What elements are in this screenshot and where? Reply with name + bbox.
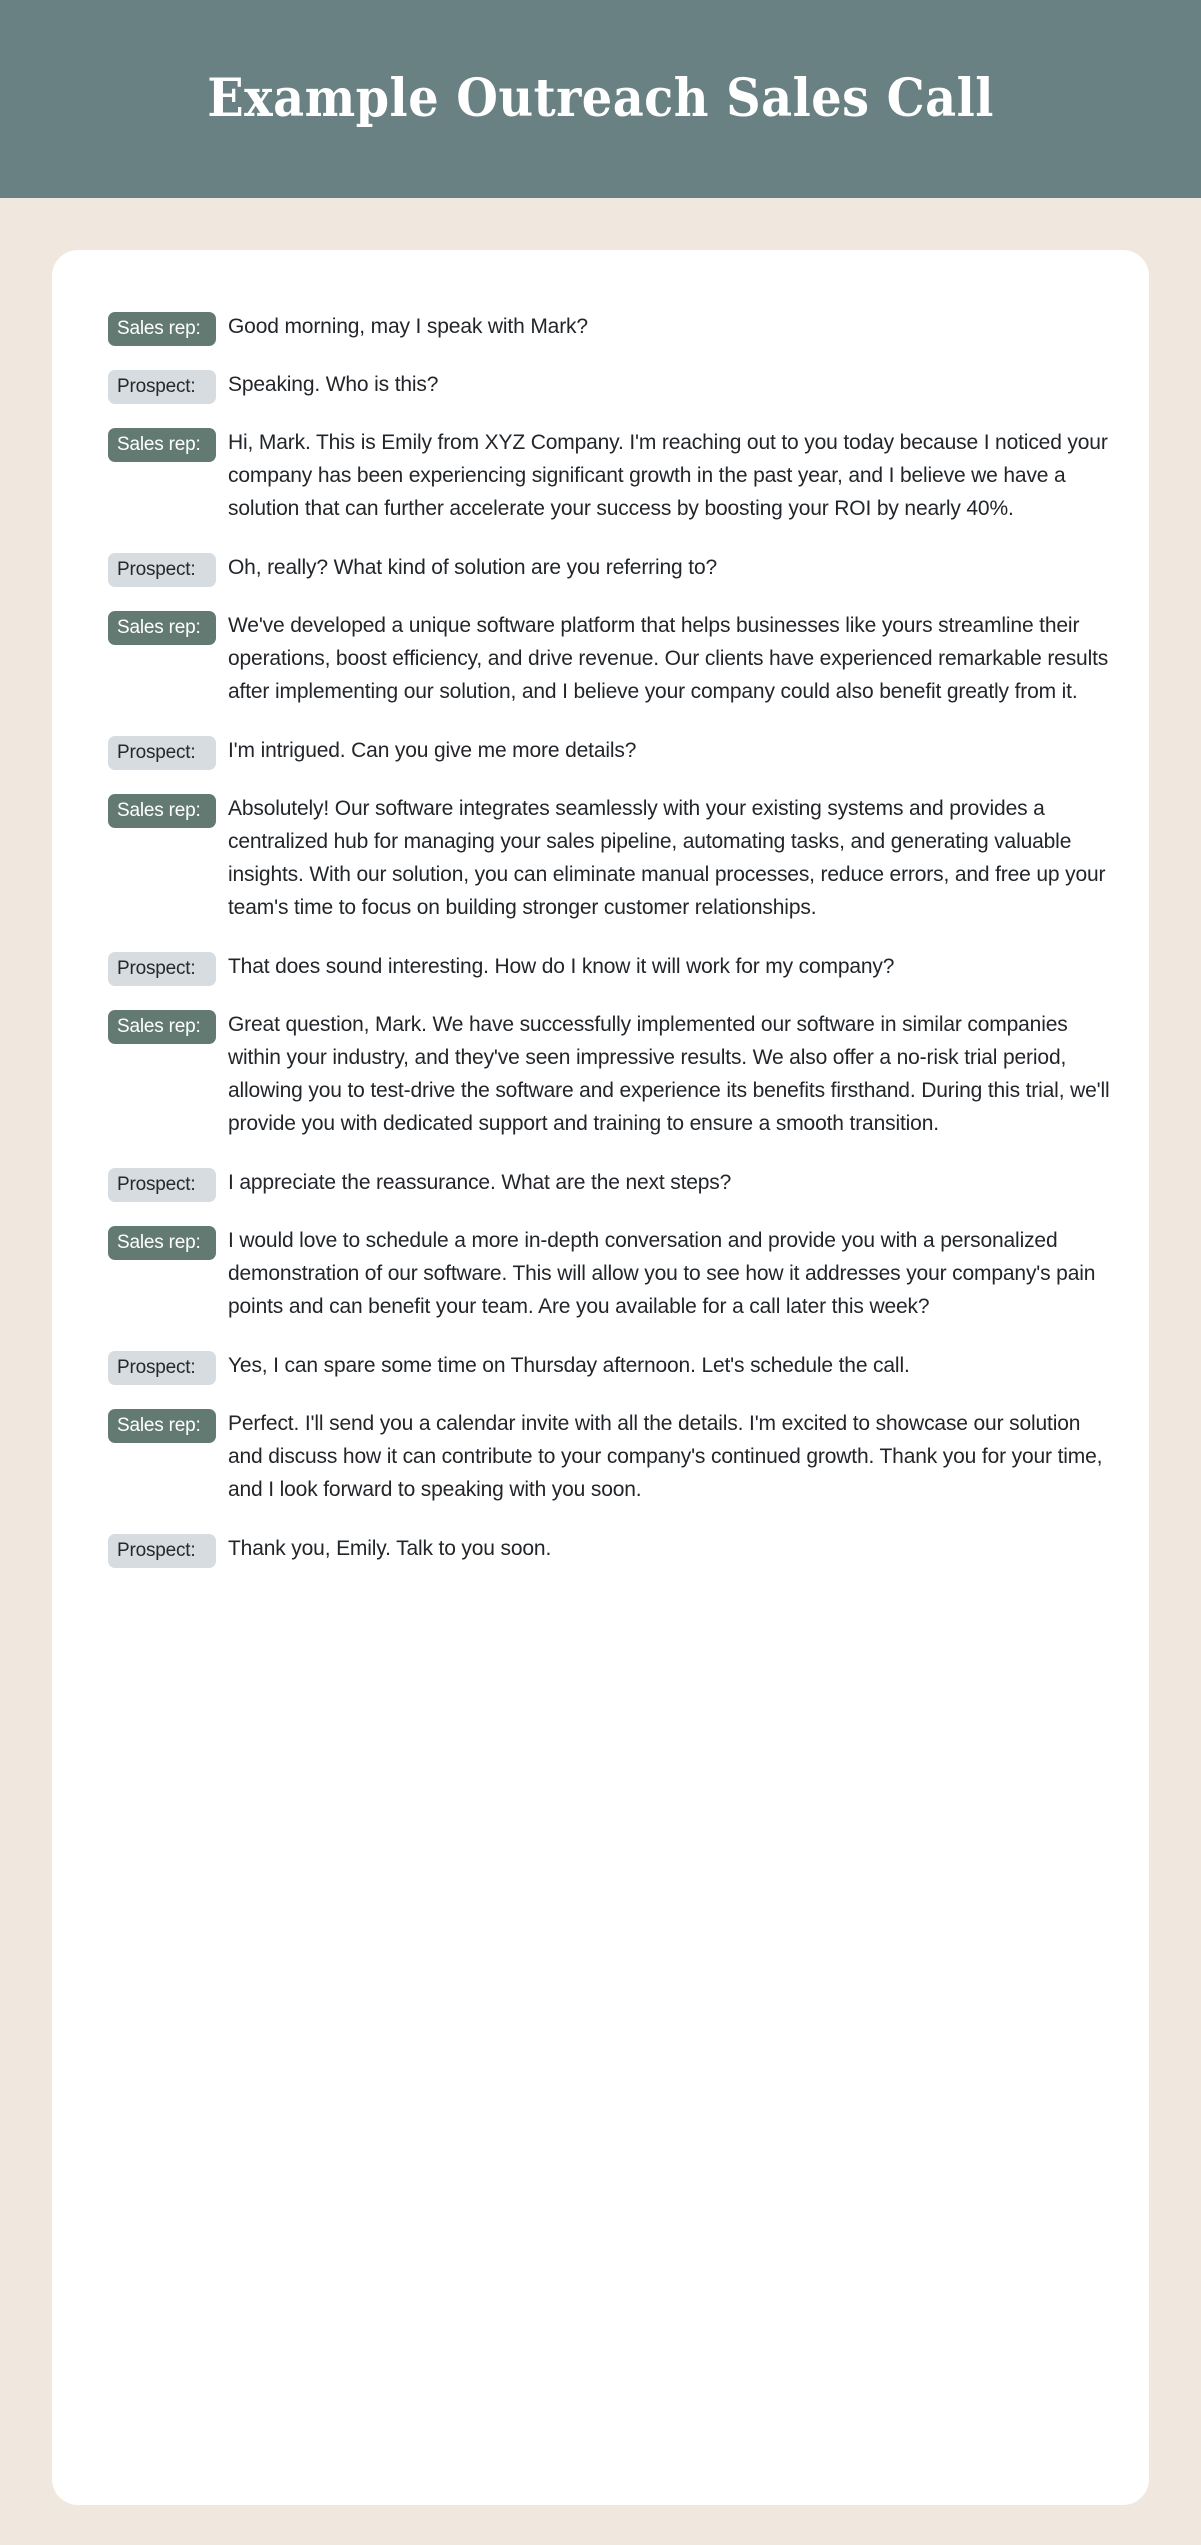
utterance-text: Perfect. I'll send you a calendar invite with all the details. I'm excited to showcase our solution and discuss how it can contribute to your company's continued growth. Thank you for your time, and I look forward to speaking with you soon. <box>228 1412 1103 1501</box>
transcript-turn <box>108 792 1113 924</box>
utterance-text: Speaking. Who is this? <box>228 373 439 396</box>
transcript-turn <box>108 1349 1113 1385</box>
utterance-text: Absolutely! Our software integrates seamlessly with your existing systems and provides a centralized hub for managing your sales pipeline, automating tasks, and generating valuable insights. With our solution, you can eliminate manual processes, reduce errors, and free up your team's time to focus on building stronger customer relationships. <box>228 797 1106 919</box>
transcript-turn <box>108 609 1113 708</box>
utterance-text: Hi, Mark. This is Emily from XYZ Company. I'm reaching out to you today because I noticed your company has been experiencing significant growth in the past year, and I believe we have a solution that can further accelerate your success by boosting your ROI by nearly 40%. <box>228 431 1108 520</box>
utterance-text: I would love to schedule a more in-depth conversation and provide you with a personalized demonstration of our software. This will allow you to see how it addresses your company's pain points and can benefit your team. Are you available for a call later this week? <box>228 1229 1096 1318</box>
transcript-turn <box>108 1166 1113 1202</box>
utterance-text: I'm intrigued. Can you give me more details? <box>228 739 637 762</box>
transcript-list <box>108 310 1113 1568</box>
utterance-text: Great question, Mark. We have successfully implemented our software in similar companies within your industry, and they've seen impressive results. We also offer a no-risk trial period, allowing you to test-drive the software and experience its benefits firsthand. During this trial, we'll provide you with dedicated support and training to ensure a smooth transition. <box>228 1013 1110 1135</box>
speaker-badge-sales-rep: Sales rep: <box>108 1409 216 1443</box>
utterance-text: We've developed a unique software platform that helps businesses like yours streamline their operations, boost efficiency, and drive revenue. Our clients have experienced remarkable results after implementing our solution, and I believe your company could also benefit greatly from it. <box>228 614 1109 703</box>
utterance-text: I appreciate the reassurance. What are the next steps? <box>228 1171 732 1194</box>
page-title: Example Outreach Sales Call <box>207 68 994 129</box>
transcript-turn <box>108 1532 1113 1568</box>
transcript-turn <box>108 950 1113 986</box>
speaker-badge-prospect: Prospect: <box>108 370 216 404</box>
transcript-turn <box>108 1008 1113 1140</box>
speaker-badge-prospect: Prospect: <box>108 1168 216 1202</box>
speaker-badge-prospect: Prospect: <box>108 736 216 770</box>
transcript-turn <box>108 426 1113 525</box>
speaker-badge-prospect: Prospect: <box>108 553 216 587</box>
transcript-turn <box>108 551 1113 587</box>
utterance-text: Yes, I can spare some time on Thursday afternoon. Let's schedule the call. <box>228 1354 910 1377</box>
utterance-text: Good morning, may I speak with Mark? <box>228 315 588 338</box>
speaker-badge-sales-rep: Sales rep: <box>108 1226 216 1260</box>
speaker-badge-prospect: Prospect: <box>108 952 216 986</box>
transcript-turn <box>108 734 1113 770</box>
transcript-turn <box>108 1224 1113 1323</box>
speaker-badge-prospect: Prospect: <box>108 1351 216 1385</box>
utterance-text: Oh, really? What kind of solution are you referring to? <box>228 556 718 579</box>
speaker-badge-sales-rep: Sales rep: <box>108 312 216 346</box>
utterance-text: Thank you, Emily. Talk to you soon. <box>228 1537 552 1560</box>
transcript-turn <box>108 1407 1113 1506</box>
speaker-badge-sales-rep: Sales rep: <box>108 611 216 645</box>
speaker-badge-sales-rep: Sales rep: <box>108 794 216 828</box>
transcript-card <box>52 250 1149 2505</box>
transcript-turn <box>108 310 1113 346</box>
speaker-badge-sales-rep: Sales rep: <box>108 1010 216 1044</box>
speaker-badge-prospect: Prospect: <box>108 1534 216 1568</box>
header-banner <box>0 0 1201 198</box>
utterance-text: That does sound interesting. How do I know it will work for my company? <box>228 955 895 978</box>
transcript-turn <box>108 368 1113 404</box>
speaker-badge-sales-rep: Sales rep: <box>108 428 216 462</box>
